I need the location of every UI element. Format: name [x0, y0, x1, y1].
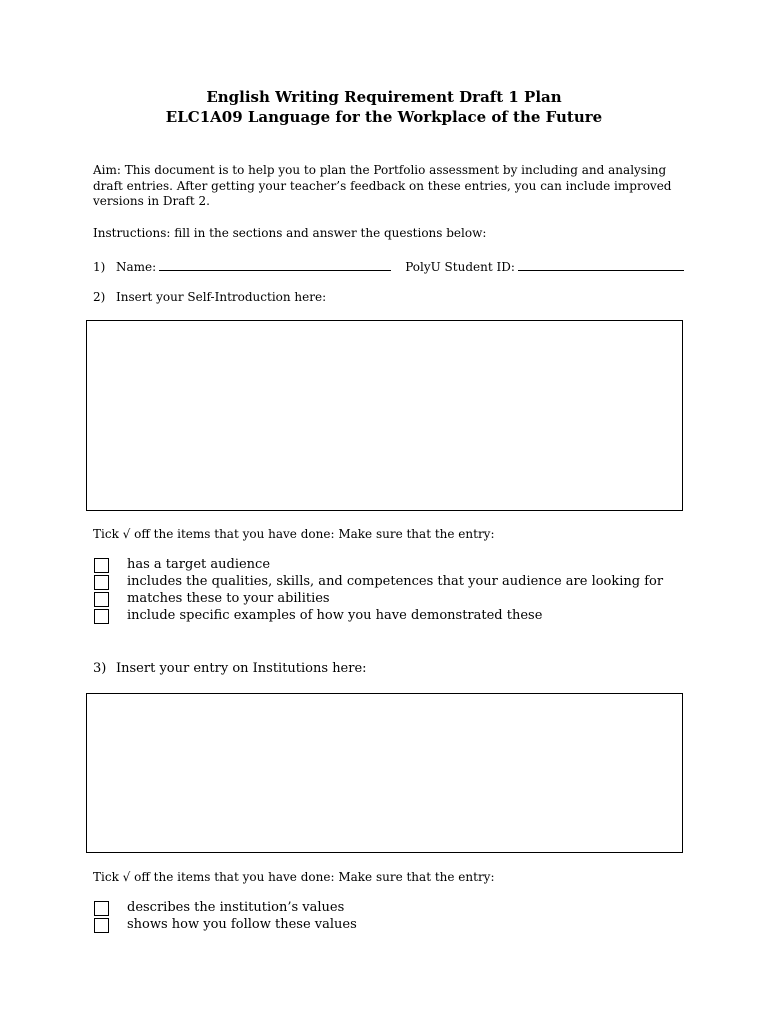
name-label: Name:	[116, 260, 157, 274]
question-1-row	[93, 258, 684, 274]
checkbox[interactable]	[94, 901, 109, 916]
checkbox[interactable]	[94, 575, 109, 590]
name-field[interactable]	[159, 258, 391, 271]
checklist-item-label: has a target audience	[127, 557, 271, 572]
checkbox[interactable]	[94, 592, 109, 607]
aim-paragraph: Aim: This document is to help you to plan the Portfolio assessment by including and analysing draft entries. After getting your teacher’s feedback on these entries, you can include improved versions in Draft 2.	[93, 163, 672, 208]
checkbox[interactable]	[94, 918, 109, 933]
student-id-field[interactable]	[518, 258, 684, 271]
checkbox[interactable]	[94, 609, 109, 624]
question-3-label: Insert your entry on Institutions here:	[116, 661, 367, 676]
document-title: English Writing Requirement Draft 1 Plan	[206, 88, 562, 106]
tick-instruction-2: Tick √ off the items that you have done: Make sure that the entry:	[93, 870, 495, 884]
checklist-item-label: includes the qualities, skills, and competences that your audience are looking for	[127, 574, 664, 589]
student-id-label: PolyU Student ID:	[405, 260, 515, 274]
checkbox[interactable]	[94, 558, 109, 573]
self-introduction-box[interactable]	[86, 320, 683, 511]
instructions-paragraph: Instructions: fill in the sections and answer the questions below:	[93, 226, 487, 240]
question-3-label-row	[93, 661, 367, 676]
tick-instruction-1: Tick √ off the items that you have done: Make sure that the entry:	[93, 527, 495, 541]
checklist-item-label: shows how you follow these values	[127, 917, 357, 932]
question-2-label-row	[93, 290, 326, 304]
institutions-entry-box[interactable]	[86, 693, 683, 853]
course-title: ELC1A09 Language for the Workplace of the Future	[165, 108, 603, 126]
question-3-number: 3)	[93, 661, 107, 676]
checklist-item-label: include specific examples of how you have demonstrated these	[127, 608, 543, 623]
checklist-item-label: matches these to your abilities	[127, 591, 330, 606]
question-1-number: 1)	[93, 260, 106, 274]
checklist-item-label: describes the institution’s values	[127, 900, 345, 915]
question-2-label: Insert your Self-Introduction here:	[116, 290, 327, 304]
question-2-number: 2)	[93, 290, 106, 304]
